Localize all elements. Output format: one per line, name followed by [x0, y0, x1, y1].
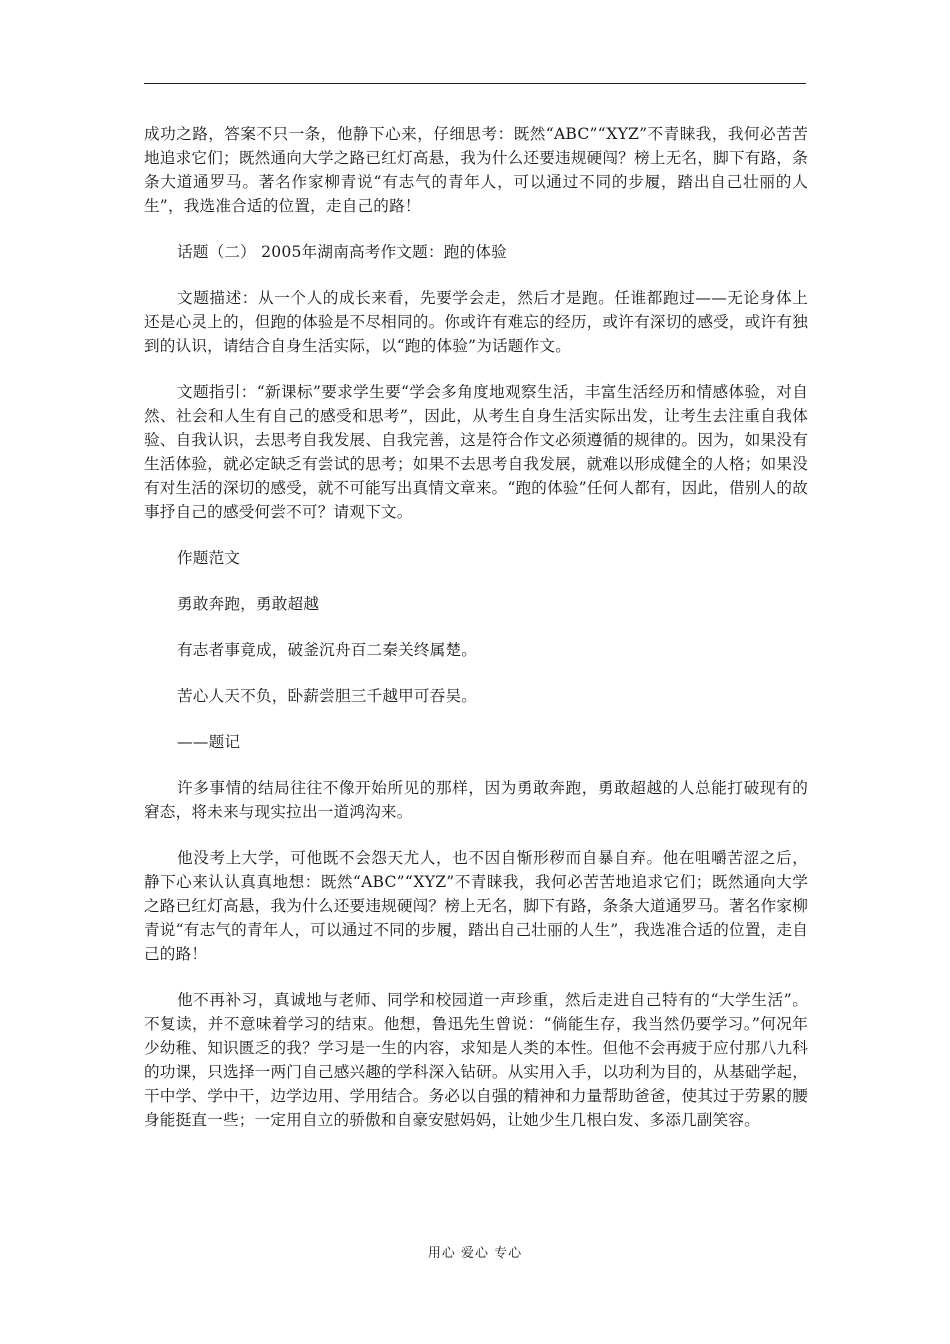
header-rule [144, 83, 806, 84]
essay-paragraph-3: 他不再补习，真诚地与老师、同学和校园道一声珍重，然后走进自己特有的“大学生活”。不复读，并不意味着学习的结束。他想，鲁迅先生曾说：“倘能生存，我当然仍要学习。”何况年少幼稚、知识匮乏的我？学习是一生的内容，求知是人类的本性。但他不会再疲于应付那八九科的功课，只选择一两门自己感兴趣的学科深入钻研。从实用入手，以功利为目的，从基础学起，干中学、学中干，边学边用、学用结合。务必以自强的精神和力量帮助爸爸，使其过于劳累的腰身能挺直一些；一定用自立的骄傲和自豪安慰妈妈，让她少生几根白发、多添几副笑容。 [144, 991, 808, 1129]
page-footer: 用心 爱心 专心 [427, 1246, 523, 1261]
essay-paragraph-1: 许多事情的结局往往不像开始所见的那样，因为勇敢奔跑，勇敢超越的人总能打破现有的窘态，将未来与现实拉出一道鸿沟来。 [144, 779, 808, 821]
essay-paragraph-2: 他没考上大学，可他既不会怨天尤人，也不因自惭形秽而自暴自弃。他在咀嚼苦涩之后，静下心来认认真真地想：既然“ABC”“XYZ”不青睐我，我何必苦苦地追求它们；既然通向大学之路已红灯高悬，我为什么还要违规硬闯？榜上无名，脚下有路，条条大道通罗马。著名作家柳青说“有志气的青年人，可以通过不同的步履，踏出自己壮丽的人生”，我选准合适的位置，走自己的路！ [144, 849, 808, 963]
epigraph-line-1: 有志者事竟成，破釜沉舟百二秦关终属楚。 [177, 641, 478, 659]
essay-title: 勇敢奔跑，勇敢超越 [177, 595, 320, 613]
paragraph-continuation: 成功之路，答案不只一条，他静下心来，仔细思考：既然“ABC”“XYZ”不青睐我，我何必苦苦地追求它们；既然通向大学之路已红灯高悬，我为什么还要违规硬闯？榜上无名，脚下有路，条条大道通罗马。著名作家柳青说“有志气的青年人，可以通过不同的步履，踏出自己壮丽的人生”，我选准合适的位置，走自己的路！ [144, 125, 808, 215]
topic-heading: 话题（二） 2005年湖南高考作文题：跑的体验 [177, 243, 507, 261]
prompt-guidance: 文题指引：“新课标”要求学生要“学会多角度地观察生活，丰富生活经历和情感体验，对自然、社会和人生有自己的感受和思考”，因此，从考生自身生活实际出发，让考生去注重自我体验、自我认识，去思考自我发展、自我完善，这是符合作文必须遵循的规律的。因为，如果没有生活体验，就必定缺乏有尝试的思考；如果不去思考自我发展，就难以形成健全的人格；如果没有对生活的深切的感受，就不可能写出真情文章来。“跑的体验”任何人都有，因此，借别人的故事抒自己的感受何尝不可？请观下文。 [144, 383, 808, 521]
epigraph-attribution: ——题记 [177, 733, 241, 751]
epigraph-line-2: 苦心人天不负，卧薪尝胆三千越甲可吞吴。 [177, 687, 478, 705]
sample-essay-label: 作题范文 [177, 549, 241, 567]
document-body [144, 122, 808, 1154]
prompt-description: 文题描述：从一个人的成长来看，先要学会走，然后才是跑。任谁都跑过——无论身体上还是心灵上的，但跑的体验是不尽相同的。你或许有难忘的经历，或许有深切的感受，或许有独到的认识，请结合自身生活实际，以“跑的体验”为话题作文。 [144, 289, 808, 355]
